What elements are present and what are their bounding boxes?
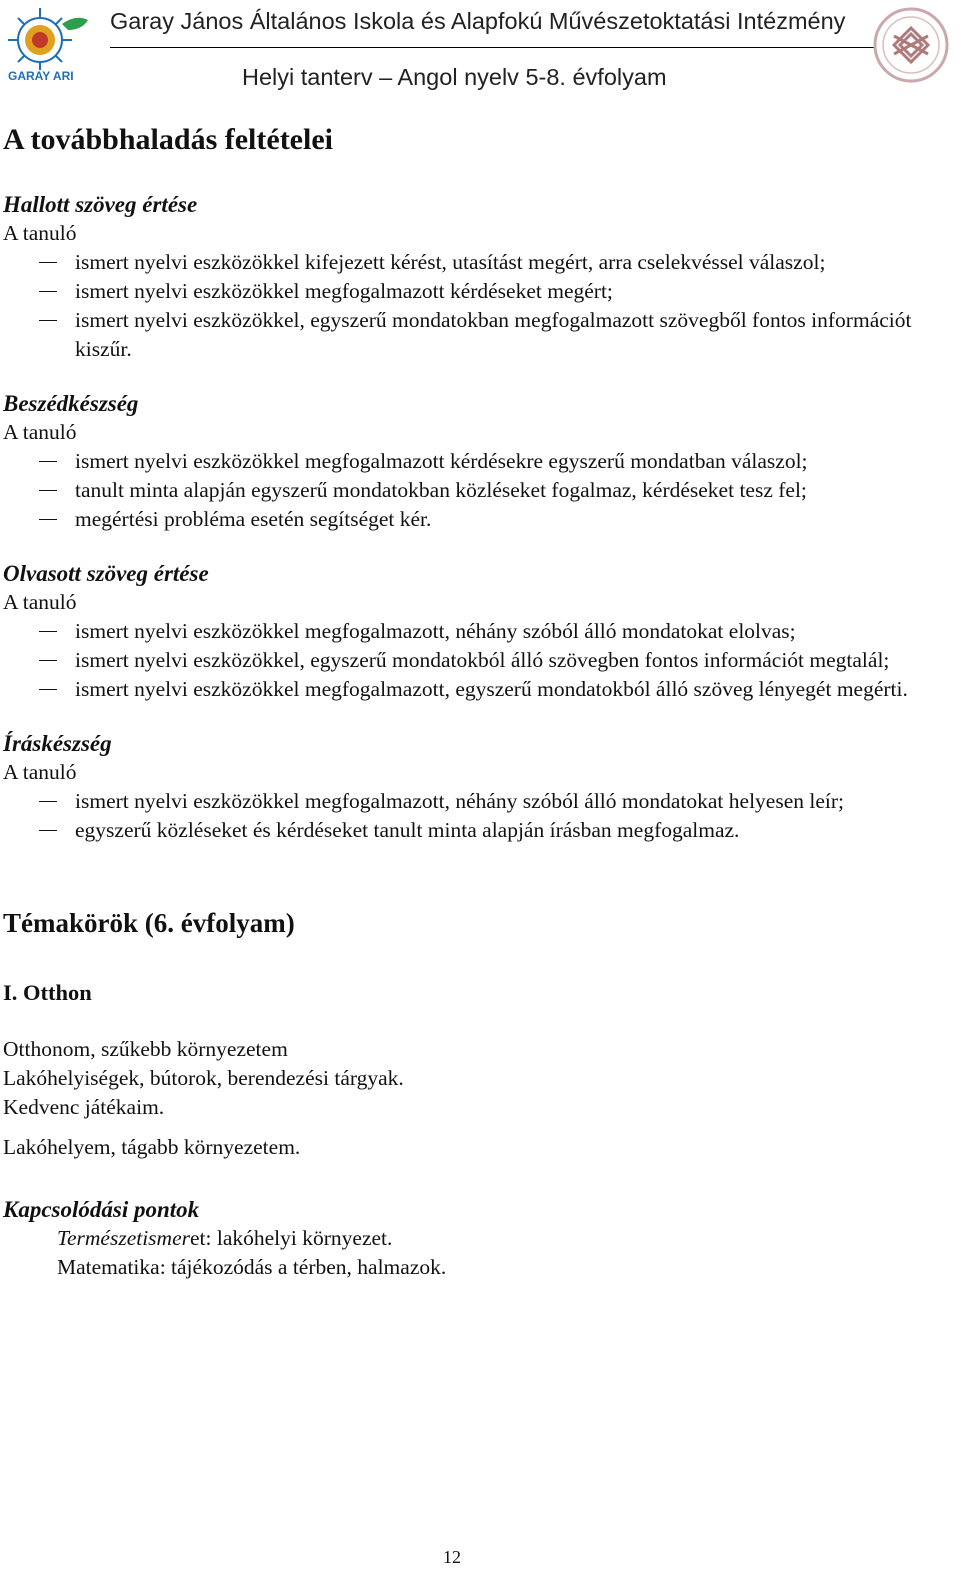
requirements-list bbox=[3, 248, 953, 364]
link-detail: : tájékozódás a térben, halmazok. bbox=[159, 1255, 447, 1279]
requirements-list bbox=[3, 617, 953, 704]
page-title: A továbbhaladás feltételei bbox=[3, 123, 333, 156]
topic-line: Lakóhelyiségek, bútorok, berendezési tárgyak. bbox=[3, 1066, 404, 1090]
institution-seal-logo bbox=[872, 6, 950, 84]
section-heading-writing: Íráskészség bbox=[3, 731, 112, 756]
section-heading-listening: Hallott szöveg értése bbox=[3, 192, 198, 217]
section-lead: A tanuló bbox=[3, 760, 77, 784]
list-item: ismert nyelvi eszközökkel megfogalmazott, néhány szóból álló mondatokat helyesen leír; bbox=[3, 787, 953, 816]
list-item: ismert nyelvi eszközökkel megfogalmazott kérdésekre egyszerű mondatban válaszol; bbox=[3, 447, 953, 476]
logo-left-text: GARAY ARI bbox=[8, 69, 74, 83]
topic-line: Otthonom, szűkebb környezetem bbox=[3, 1037, 288, 1061]
list-item: ismert nyelvi eszközökkel megfogalmazott, egyszerű mondatokból álló szöveg lényegét megérti. bbox=[3, 675, 953, 704]
requirements-list bbox=[3, 787, 953, 845]
unit-title: I. Otthon bbox=[3, 980, 92, 1005]
link-detail: et: lakóhelyi környezet. bbox=[190, 1226, 393, 1250]
school-name: Garay János Általános Iskola és Alapfokú Művészetoktatási Intézmény bbox=[110, 8, 846, 34]
curriculum-subtitle: Helyi tanterv – Angol nyelv 5-8. évfolyam bbox=[242, 64, 667, 90]
links-heading: Kapcsolódási pontok bbox=[3, 1197, 200, 1222]
section-lead: A tanuló bbox=[3, 420, 77, 444]
link-line-science bbox=[3, 1224, 953, 1253]
topic-line: Kedvenc játékaim. bbox=[3, 1095, 165, 1119]
list-item: ismert nyelvi eszközökkel megfogalmazott kérdéseket megért; bbox=[3, 277, 953, 306]
topic-line: Lakóhelyem, tágabb környezetem. bbox=[3, 1135, 301, 1159]
requirements-list bbox=[3, 447, 953, 534]
list-item: tanult minta alapján egyszerű mondatokban közléseket fogalmaz, kérdéseket tesz fel; bbox=[3, 476, 953, 505]
page-number: 12 bbox=[443, 1547, 461, 1567]
list-item: megértési probléma esetén segítséget kér. bbox=[3, 505, 953, 534]
school-logo-left bbox=[0, 6, 94, 84]
section-lead: A tanuló bbox=[3, 221, 77, 245]
list-item: egyszerű közléseket és kérdéseket tanult minta alapján írásban megfogalmaz. bbox=[3, 816, 953, 845]
list-item: ismert nyelvi eszközökkel, egyszerű mondatokból álló szövegben fontos információt megtalál; bbox=[3, 646, 953, 675]
document-body bbox=[3, 118, 953, 1282]
section-heading-speaking: Beszédkészség bbox=[3, 391, 139, 416]
link-subject: Matematika bbox=[57, 1255, 160, 1279]
topics-heading: Témakörök (6. évfolyam) bbox=[3, 908, 295, 938]
list-item: ismert nyelvi eszközökkel megfogalmazott, néhány szóból álló mondatokat elolvas; bbox=[3, 617, 953, 646]
section-lead: A tanuló bbox=[3, 590, 77, 614]
section-heading-reading: Olvasott szöveg értése bbox=[3, 561, 209, 586]
list-item: ismert nyelvi eszközökkel kifejezett kérést, utasítást megért, arra cselekvéssel válaszol; bbox=[3, 248, 953, 277]
link-subject: Természetismer bbox=[57, 1226, 190, 1250]
link-line-math bbox=[3, 1253, 953, 1282]
header-rule bbox=[110, 47, 874, 48]
list-item: ismert nyelvi eszközökkel, egyszerű mondatokban megfogalmazott szövegből fontos információt kiszűr. bbox=[3, 306, 953, 364]
